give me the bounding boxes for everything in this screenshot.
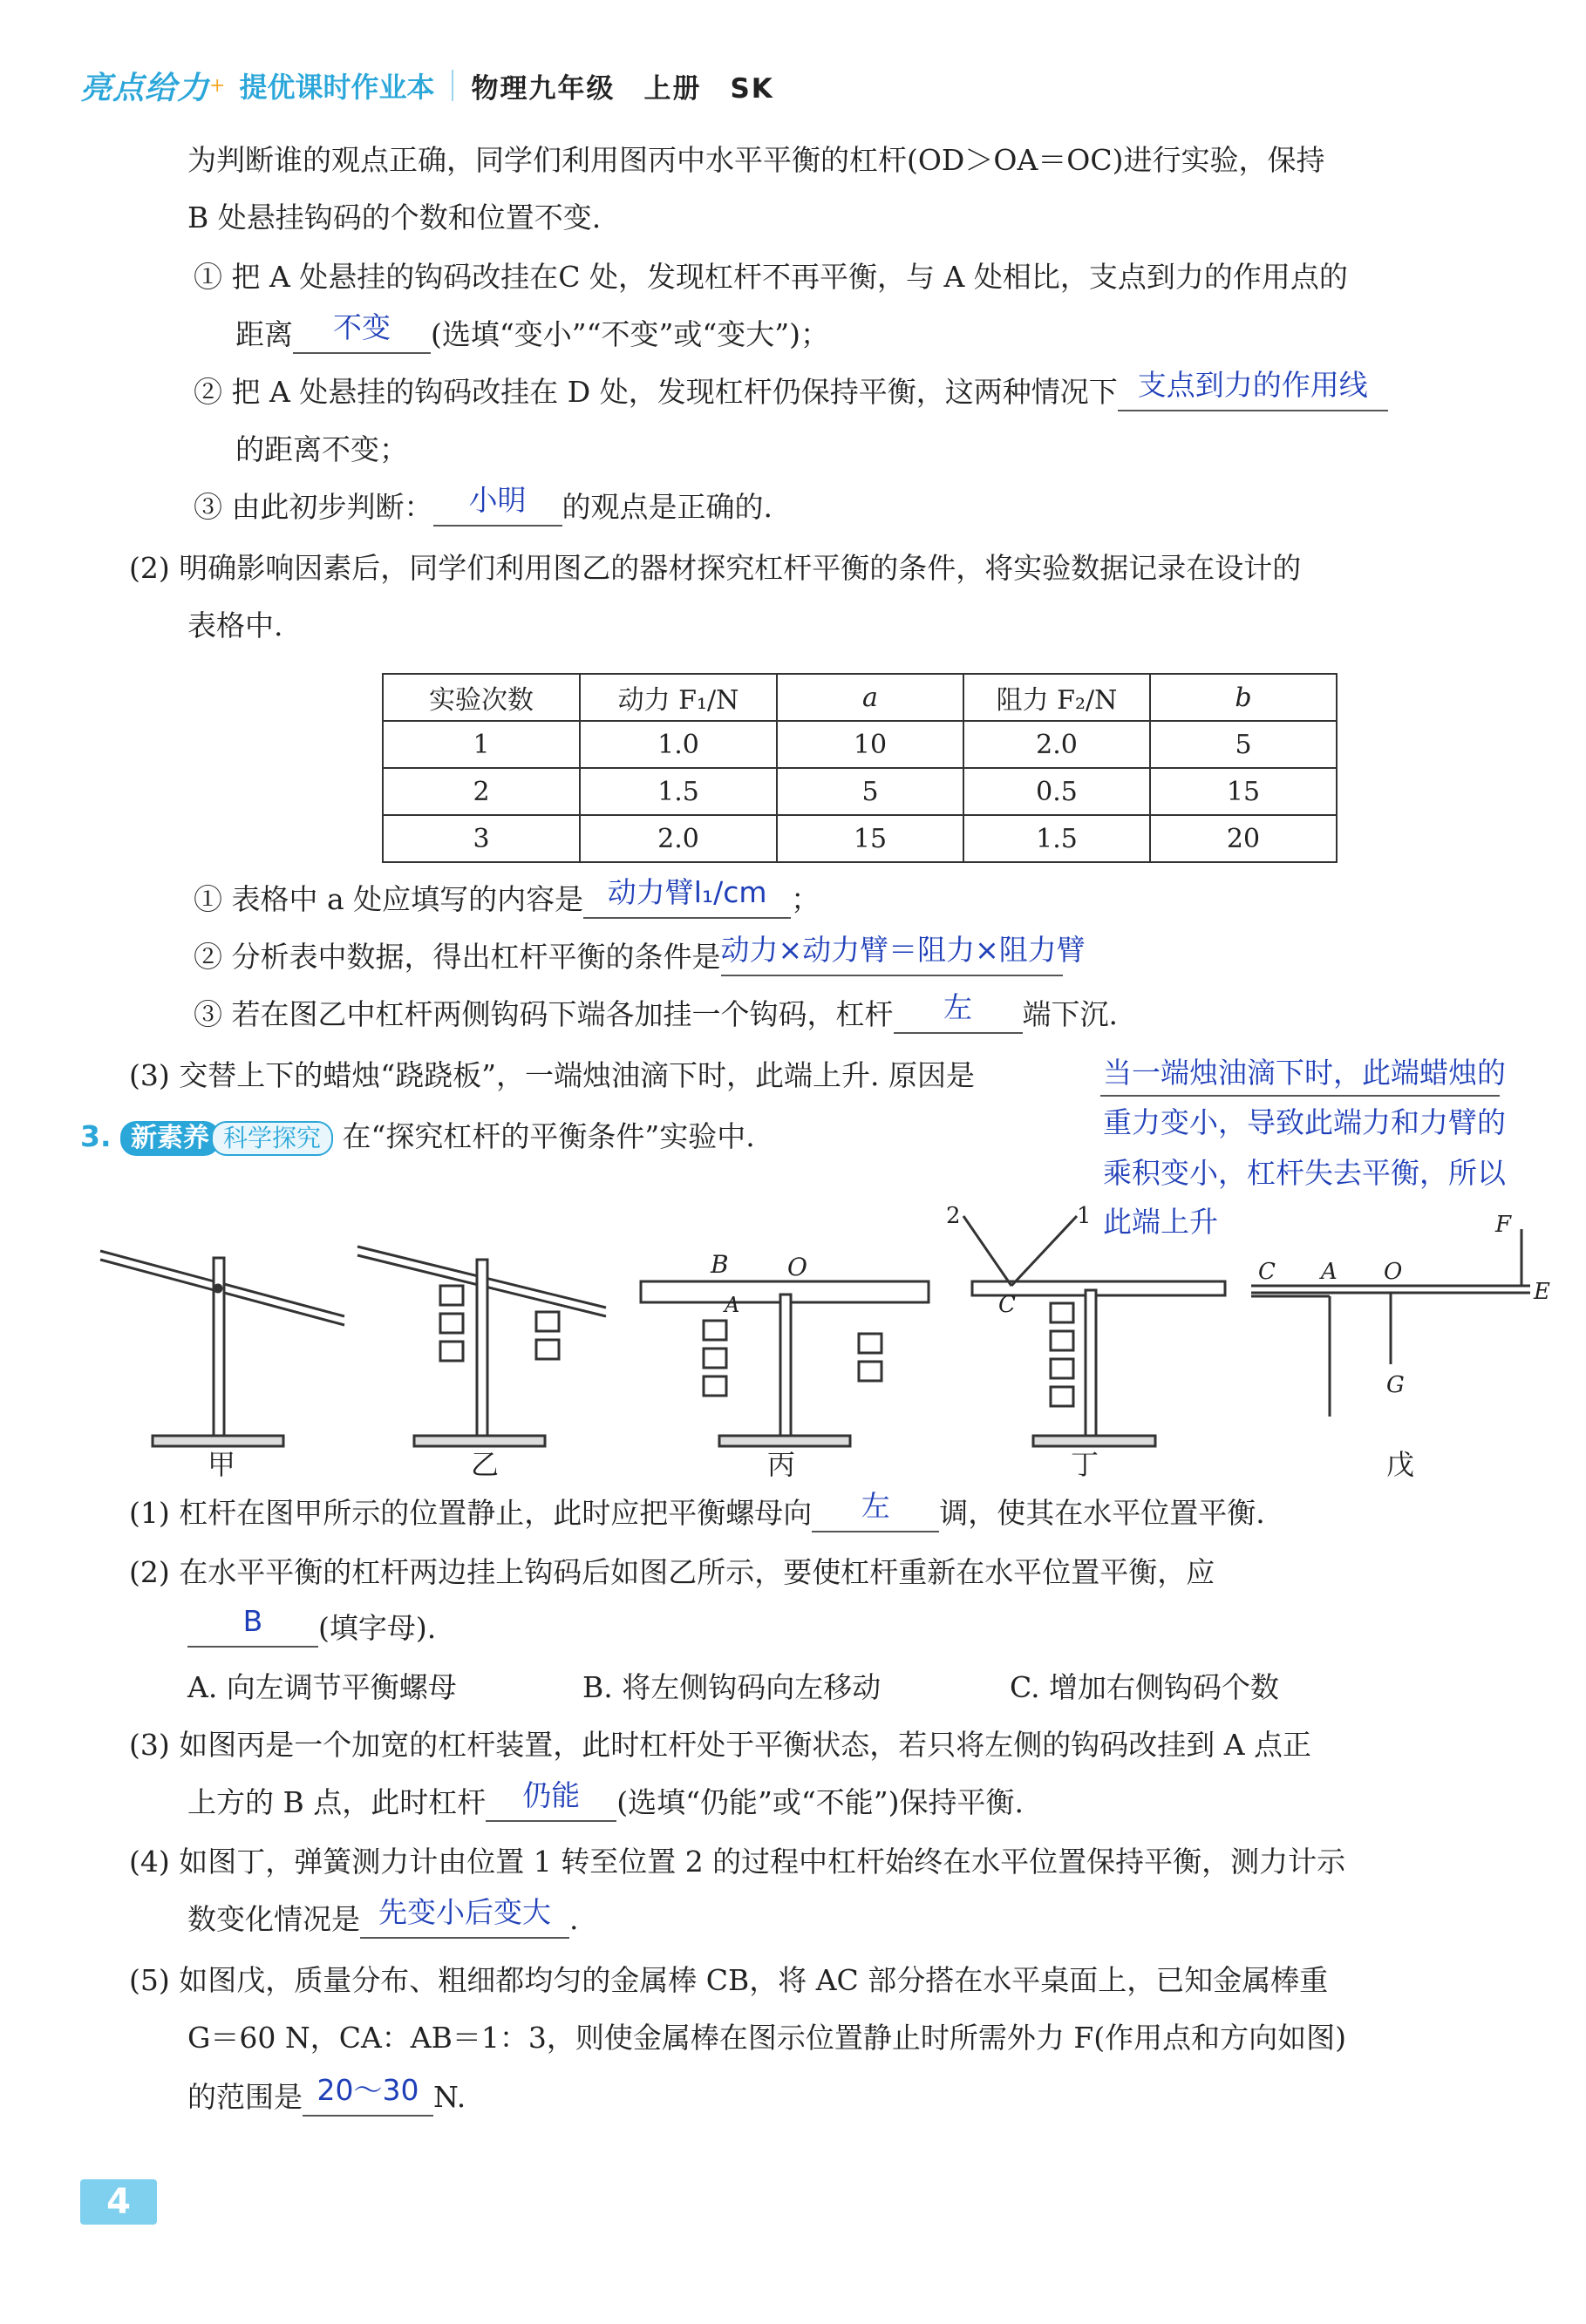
figure-bing — [641, 1281, 929, 1446]
table-cell: 1.5 — [580, 768, 777, 815]
label-O-wu: O — [1384, 1259, 1403, 1285]
table-cell: 1 — [383, 721, 580, 768]
figure-label-bing: 丙 — [767, 1448, 796, 1481]
lever-stand-post-yi — [477, 1260, 487, 1441]
q2-1-iii-answer: 小明 — [468, 483, 527, 517]
table-cell: 1.5 — [963, 815, 1150, 862]
q3-3-blank — [486, 1778, 616, 1822]
q3-4-pre: 数变化情况是 — [187, 1902, 360, 1936]
label-G: G — [1386, 1372, 1405, 1398]
q2-1-i-answer: 不变 — [333, 310, 391, 344]
q2-3-line — [129, 1057, 975, 1095]
q2-2-line2: 表格中. — [187, 608, 283, 642]
q2-2-ii-blank — [720, 933, 1086, 976]
table-row — [383, 768, 1337, 815]
q2-2-i-line — [194, 875, 820, 919]
label-position-2: 2 — [946, 1203, 961, 1229]
lever-stand-post-bing — [780, 1295, 791, 1441]
weight-bing-left-2 — [704, 1349, 726, 1368]
weight-bing-left-1 — [704, 1321, 726, 1340]
q2-1-iii-pre: ③ 由此初步判断： — [194, 490, 433, 524]
brand-logo: 亮点给力 — [80, 70, 210, 106]
table-cell: 2.0 — [963, 721, 1150, 768]
q2-1-iii-line — [194, 483, 773, 527]
q2-3-answer-line-4: 此端上升 — [1103, 1205, 1218, 1239]
table-header-cell: b — [1150, 674, 1337, 721]
header-divider — [452, 70, 453, 101]
q2-2-iii-blank — [894, 990, 1023, 1034]
q2-3-pre: (3) 交替上下的蜡烛“跷跷板”，一端烛油滴下时，此端上升. 原因是 — [129, 1058, 975, 1092]
q3-4-post: . — [569, 1902, 579, 1936]
weight-yi-left-1 — [440, 1286, 463, 1305]
weight-yi-left-2 — [440, 1314, 463, 1333]
q3-tag-science-inquiry: 科学探究 — [211, 1121, 333, 1156]
intro-line-2: B 处悬挂钩码的个数和位置不变. — [187, 200, 602, 234]
table-cell: 15 — [1150, 768, 1337, 815]
q3-2-line2 — [187, 1604, 437, 1648]
q3-4-line1: (4) 如图丁，弹簧测力计由位置 1 转至位置 2 的过程中杠杆始终在水平位置保持平衡，测力计示 — [129, 1845, 1346, 1879]
weight-bing-left-3 — [704, 1376, 726, 1396]
label-A: A — [725, 1293, 740, 1317]
q3-4-blank — [360, 1895, 569, 1939]
page-number: 4 — [80, 2179, 157, 2225]
weight-yi-left-3 — [440, 1342, 463, 1361]
weight-ding-4 — [1051, 1387, 1073, 1406]
table-cell: 2.0 — [580, 815, 777, 862]
table-cell: 20 — [1150, 815, 1337, 862]
figure-label-jia: 甲 — [208, 1448, 236, 1481]
q3-1-answer: 左 — [861, 1489, 890, 1523]
lever-stand-post-ding — [1086, 1290, 1096, 1441]
table-cell: 2 — [383, 768, 580, 815]
q3-3-answer: 仍能 — [522, 1778, 581, 1812]
q2-2-i-pre: ① 表格中 a 处应填写的内容是 — [194, 882, 584, 916]
q2-2-iii-line — [194, 990, 1118, 1034]
q2-2-ii-pre: ② 分析表中数据，得出杠杆平衡的条件是 — [194, 940, 721, 974]
q3-5-line2: G＝60 N，CA：AB＝1：3，则使金属棒在图示位置静止时所需外力 F(作用点和方向如图) — [187, 2021, 1347, 2055]
table-header-cell: 阻力 F₂/N — [963, 674, 1150, 721]
q2-1-ii-answer: 支点到力的作用线 — [1137, 368, 1368, 402]
label-E: E — [1534, 1279, 1550, 1305]
q2-2-iii-post: 端下沉. — [1022, 997, 1118, 1031]
figure-label-yi: 乙 — [471, 1448, 500, 1481]
table-cell: 15 — [777, 815, 963, 862]
q3-2-blank — [187, 1604, 318, 1648]
spring-scale-position-1 — [1011, 1216, 1077, 1286]
table-row — [383, 721, 1337, 768]
q2-2-ii-line — [194, 933, 1086, 976]
q3-tag-new-literacy: 新素养 — [120, 1121, 220, 1156]
q3-2-line1: (2) 在水平平衡的杠杆两边挂上钩码后如图乙所示，要使杠杆重新在水平位置平衡，应 — [129, 1555, 1215, 1589]
spring-scale-position-2 — [963, 1216, 1011, 1286]
table-cell: 5 — [1150, 721, 1337, 768]
q2-2-iii-pre: ③ 若在图乙中杠杆两侧钩码下端各加挂一个钩码，杠杆 — [194, 997, 894, 1031]
weight-ding-1 — [1051, 1303, 1073, 1322]
q2-2-ii-answer: 动力×动力臂＝阻力×阻力臂 — [720, 933, 1086, 967]
q2-3-answer-line-2: 重力变小，导致此端力和力臂的 — [1103, 1105, 1506, 1139]
weight-yi-right-1 — [536, 1312, 559, 1331]
q3-1-blank — [812, 1489, 939, 1532]
q2-1-iii-post: 的观点是正确的. — [562, 490, 773, 524]
q3-5-post: N. — [433, 2080, 466, 2114]
q3-5-blank — [303, 2073, 433, 2117]
q2-2-iii-answer: 左 — [943, 990, 972, 1024]
weight-yi-right-2 — [536, 1340, 559, 1359]
q3-2-option-a: A. 向左调节平衡螺母 — [187, 1670, 457, 1704]
q2-1-ii-blank — [1118, 368, 1388, 411]
q3-number: 3. — [80, 1119, 112, 1153]
q3-5-pre: 的范围是 — [187, 2080, 303, 2114]
figure-label-ding: 丁 — [1071, 1448, 1099, 1481]
table-header-cell: 实验次数 — [383, 674, 580, 721]
table-cell: 5 — [777, 768, 963, 815]
q3-title: 在“探究杠杆的平衡条件”实验中. — [342, 1119, 755, 1153]
q2-1-ii-line1 — [194, 368, 1388, 411]
q2-2-line1: (2) 明确影响因素后，同学们利用图乙的器材探究杠杆平衡的条件，将实验数据记录在设计的 — [129, 551, 1302, 585]
q3-2-answer: B — [242, 1604, 263, 1638]
q2-1-i-pre: 距离 — [235, 317, 293, 351]
q3-3-post: (选填“仍能”或“不能”)保持平衡. — [616, 1785, 1024, 1819]
table-header-row — [383, 674, 1337, 721]
q3-2-option-c: C. 增加右侧钩码个数 — [1010, 1670, 1280, 1704]
label-C-wu: C — [1258, 1259, 1276, 1285]
q3-3-pre: 上方的 B 点，此时杠杆 — [187, 1785, 487, 1819]
q2-1-i-line2 — [235, 310, 829, 354]
lever-figures — [83, 1199, 1565, 1478]
q2-1-ii-line2: 的距离不变； — [235, 432, 408, 466]
q3-2-option-b: B. 将左侧钩码向左移动 — [582, 1670, 881, 1704]
q3-3-line2 — [187, 1778, 1024, 1822]
data-table — [382, 673, 1338, 863]
figure-label-wu: 戊 — [1386, 1448, 1415, 1481]
q2-1-i-blank — [293, 310, 431, 354]
weight-bing-right-2 — [859, 1362, 881, 1381]
course-title: 物理九年级 上册 SK — [471, 72, 774, 105]
weight-ding-3 — [1051, 1359, 1073, 1378]
q3-5-line1: (5) 如图戊，质量分布、粗细都均匀的金属棒 CB，将 AC 部分搭在水平桌面上，已知金属棒重 — [129, 1963, 1329, 1997]
q3-5-line3 — [187, 2073, 466, 2117]
label-position-1: 1 — [1077, 1203, 1092, 1229]
figure-ding — [963, 1216, 1225, 1446]
q2-1-iii-blank — [433, 483, 562, 527]
q3-1-post: 调，使其在水平位置平衡. — [939, 1496, 1265, 1530]
series-title: 提优课时作业本 — [239, 71, 435, 104]
q2-3-answer-line-3: 乘积变小，杠杆失去平衡，所以 — [1103, 1156, 1506, 1190]
q3-title-line — [80, 1118, 755, 1156]
table-cell: 0.5 — [963, 768, 1150, 815]
label-A-wu: A — [1321, 1259, 1338, 1285]
table-header-cell: 动力 F₁/N — [580, 674, 777, 721]
q3-4-answer: 先变小后变大 — [378, 1895, 551, 1929]
q2-2-i-blank — [583, 875, 791, 919]
label-F: F — [1495, 1212, 1512, 1238]
q3-4-line2 — [187, 1895, 579, 1939]
q2-1-i-post: (选填“变小”“不变”或“变大”)； — [431, 317, 829, 351]
q3-1-line — [129, 1489, 1265, 1532]
figure-yi — [357, 1247, 606, 1446]
weight-bing-right-1 — [859, 1334, 881, 1353]
q2-1-i-line1: ① 把 A 处悬挂的钩码改挂在C 处，发现杠杆不再平衡，与 A 处相比，支点到力的作用点的 — [194, 260, 1348, 294]
q2-2-i-post: ； — [791, 882, 820, 916]
table-row — [383, 815, 1337, 862]
q3-5-answer: 20～30 — [317, 2073, 419, 2107]
label-C-ding: C — [998, 1292, 1016, 1318]
q2-3-answer-line-1: 当一端烛油滴下时，此端蜡烛的 — [1103, 1056, 1506, 1090]
table-cell: 10 — [777, 721, 963, 768]
figure-jia — [100, 1251, 344, 1446]
label-O: O — [787, 1253, 807, 1281]
table-header-cell: a — [777, 674, 963, 721]
table-cell: 1.0 — [580, 721, 777, 768]
weight-ding-2 — [1051, 1331, 1073, 1350]
q2-1-ii-pre: ② 把 A 处悬挂的钩码改挂在 D 处，发现杠杆仍保持平衡，这两种情况下 — [194, 375, 1118, 409]
label-B: B — [711, 1250, 729, 1279]
q3-1-pre: (1) 杠杆在图甲所示的位置静止，此时应把平衡螺母向 — [129, 1496, 813, 1530]
brand-plus: + — [209, 74, 226, 97]
intro-line-1: 为判断谁的观点正确，同学们利用图丙中水平平衡的杠杆(OD＞OA＝OC)进行实验，保持 — [187, 143, 1325, 177]
pivot-jia — [214, 1285, 221, 1292]
page-header — [80, 61, 774, 110]
q2-2-i-answer: 动力臂l₁/cm — [607, 875, 767, 909]
q3-2-post: (填字母). — [318, 1611, 437, 1645]
q3-3-line1: (3) 如图丙是一个加宽的杠杆装置，此时杠杆处于平衡状态，若只将左侧的钩码改挂到 A 点正 — [129, 1728, 1312, 1762]
table-cell: 3 — [383, 815, 580, 862]
